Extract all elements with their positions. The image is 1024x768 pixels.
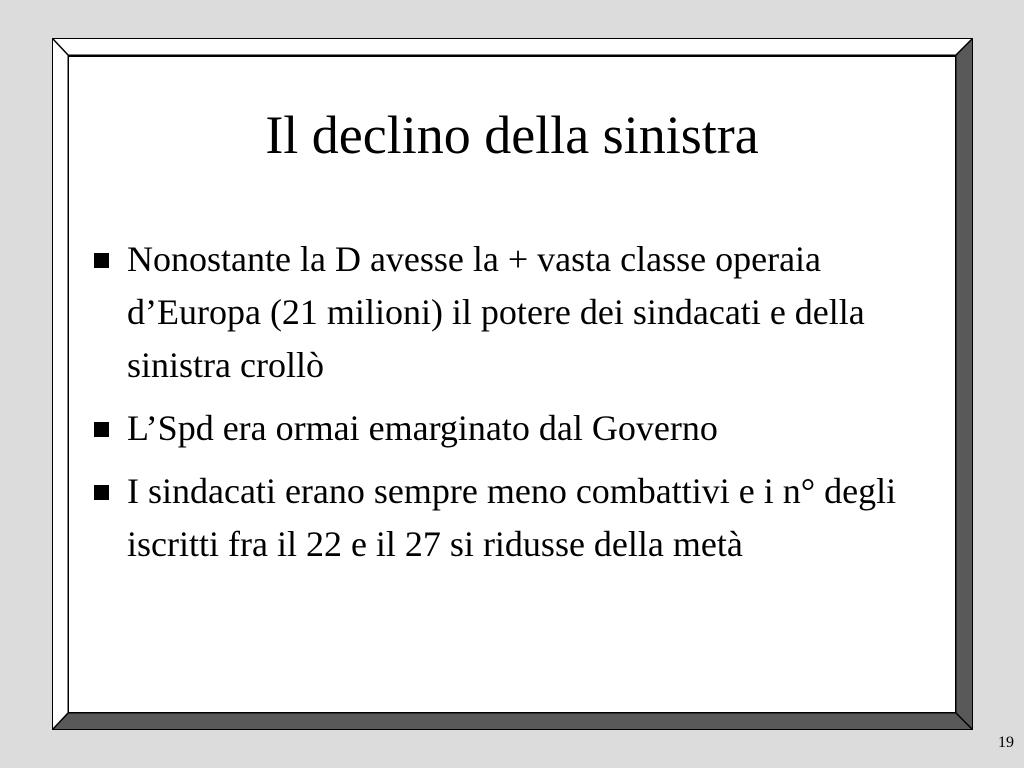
- frame-right-bevel: [955, 39, 972, 729]
- slide-title: Il declino della sinistra: [265, 105, 759, 165]
- bullet-list: [89, 233, 939, 581]
- bullet-item: [89, 465, 939, 571]
- bullet-item: [89, 233, 939, 392]
- page-number: 19: [998, 734, 1014, 751]
- frame-bottom-bevel: [53, 712, 972, 729]
- bullet-item: [89, 402, 939, 455]
- bullet-text: L’Spd era ormai emarginato dal Governo: [127, 408, 718, 448]
- frame-left-bevel: [53, 39, 69, 729]
- square-bullet-icon: [94, 485, 109, 500]
- bullet-text: Nonostante la D avesse la + vasta classe operaia d’Europa (21 milioni) il potere dei sindacati e della sinistra crollò: [127, 239, 865, 385]
- square-bullet-icon: [94, 253, 109, 268]
- bullet-text: I sindacati erano sempre meno combattivi e i n° degli iscritti fra il 22 e il 27 si ridusse della metà: [127, 471, 897, 564]
- square-bullet-icon: [94, 422, 109, 437]
- slide-content: [69, 57, 955, 712]
- frame-top-bevel: [53, 39, 972, 56]
